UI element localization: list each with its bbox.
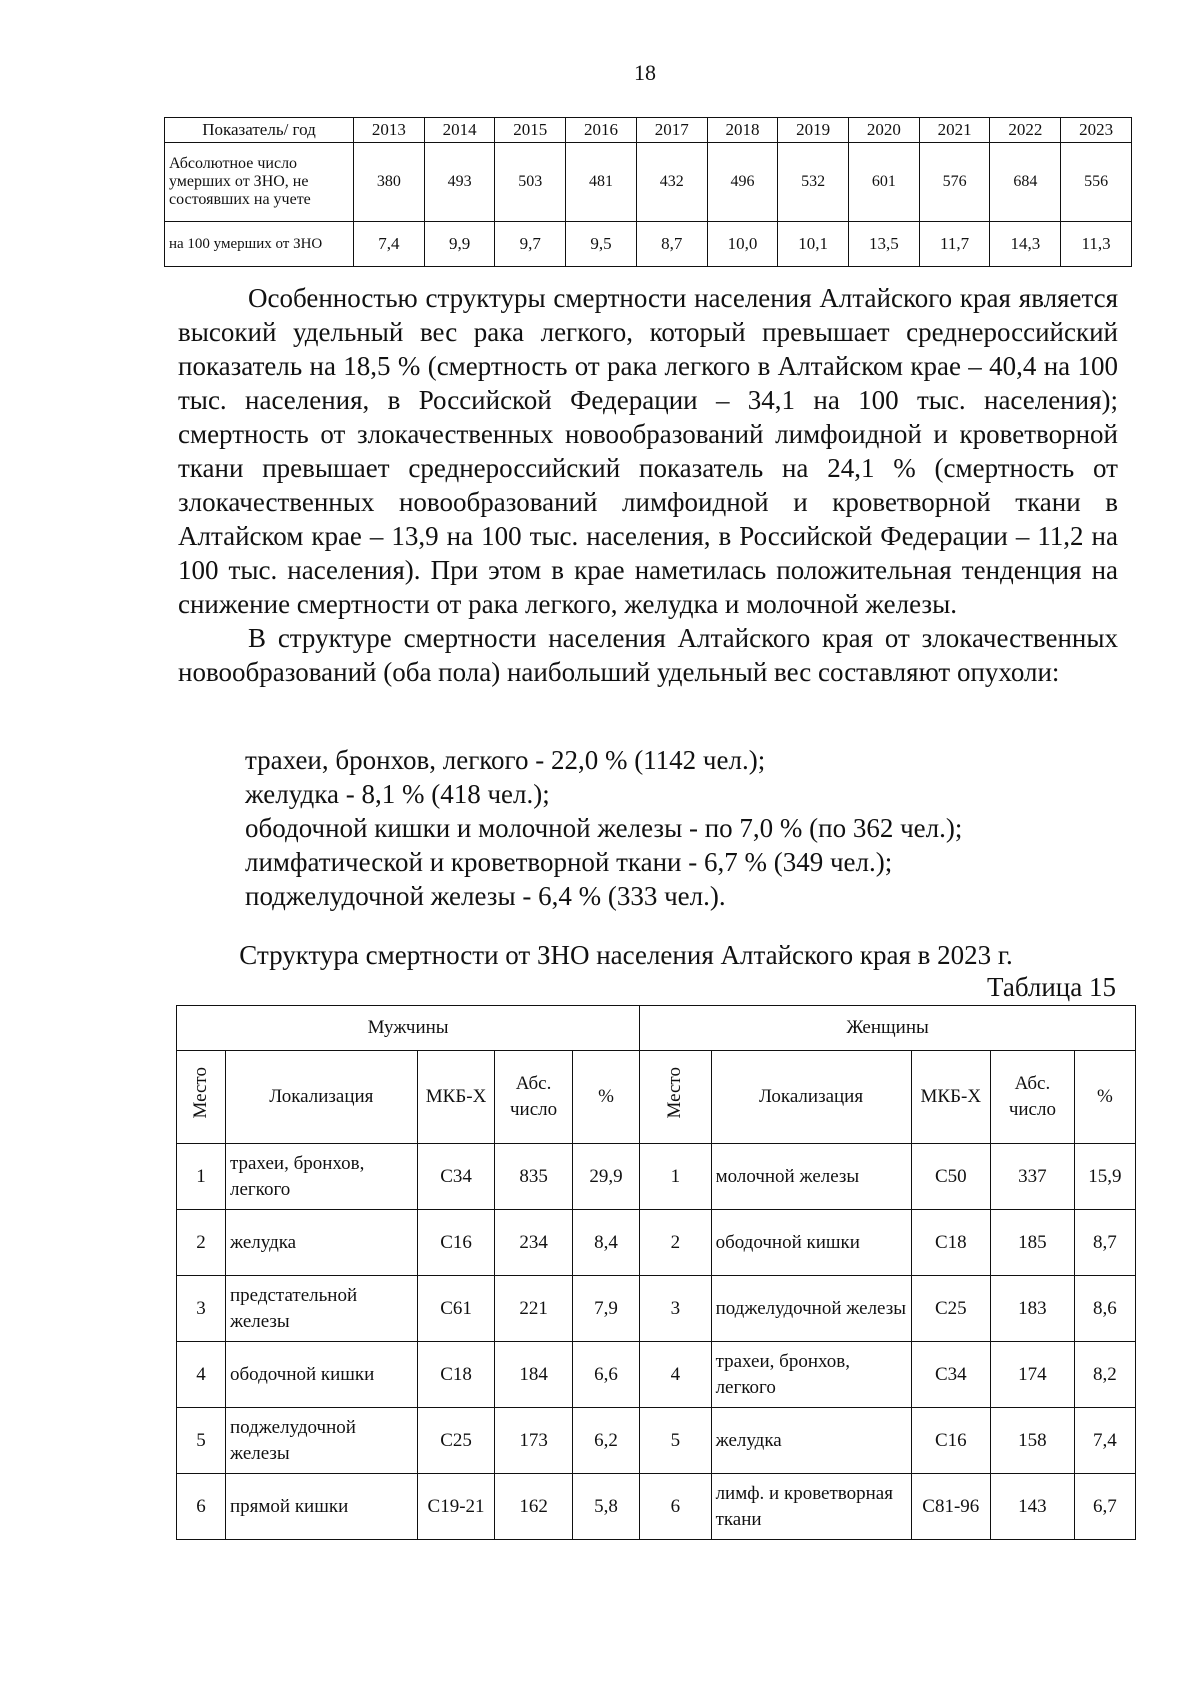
pct-cell: 15,9 xyxy=(1074,1144,1135,1210)
table-caption: Структура смертности от ЗНО населения Алтайского края в 2023 г. xyxy=(239,940,1013,970)
col-abs: Абс. число xyxy=(991,1051,1075,1144)
place-cell: 6 xyxy=(640,1474,711,1540)
pct-cell: 5,8 xyxy=(572,1474,639,1540)
pct-cell: 7,4 xyxy=(1074,1408,1135,1474)
place-cell: 4 xyxy=(177,1342,226,1408)
abs-cell: 337 xyxy=(991,1144,1075,1210)
col-place-label: Место xyxy=(664,1067,686,1119)
value-cell: 556 xyxy=(1061,143,1132,222)
table-row xyxy=(165,143,1132,222)
icd-cell: C19-21 xyxy=(417,1474,495,1540)
location-cell: поджелудочной железы xyxy=(711,1276,911,1342)
pct-cell: 8,7 xyxy=(1074,1210,1135,1276)
list-item: трахеи, бронхов, легкого - 22,0 % (1142 чел.); xyxy=(245,745,766,775)
icd-cell: C61 xyxy=(417,1276,495,1342)
location-cell: желудка xyxy=(711,1408,911,1474)
value-cell: 601 xyxy=(849,143,920,222)
list-item: желудка - 8,1 % (418 чел.); xyxy=(245,779,550,809)
abs-cell: 162 xyxy=(495,1474,573,1540)
col-place-label: Место xyxy=(189,1067,211,1119)
location-cell: молочной железы xyxy=(711,1144,911,1210)
table-row xyxy=(177,1144,1136,1210)
abs-cell: 183 xyxy=(991,1276,1075,1342)
place-cell: 1 xyxy=(640,1144,711,1210)
icd-cell: C50 xyxy=(911,1144,991,1210)
place-cell: 3 xyxy=(640,1276,711,1342)
year-cell: 2015 xyxy=(495,118,566,143)
header-label: Показатель/ год xyxy=(165,118,354,143)
abs-cell: 835 xyxy=(495,1144,573,1210)
place-cell: 6 xyxy=(177,1474,226,1540)
abs-cell: 184 xyxy=(495,1342,573,1408)
pct-cell: 6,2 xyxy=(572,1408,639,1474)
value-cell: 8,7 xyxy=(636,222,707,267)
page-number: 18 xyxy=(634,60,656,85)
col-abs: Абс. число xyxy=(495,1051,573,1144)
location-cell: ободочной кишки xyxy=(711,1210,911,1276)
abs-cell: 143 xyxy=(991,1474,1075,1540)
mortality-indicators-table xyxy=(164,117,1132,267)
icd-cell: C18 xyxy=(417,1342,495,1408)
value-cell: 10,1 xyxy=(778,222,849,267)
icd-cell: C34 xyxy=(911,1342,991,1408)
year-cell: 2021 xyxy=(919,118,990,143)
place-cell: 1 xyxy=(177,1144,226,1210)
list-item: ободочной кишки и молочной железы - по 7,0 % (по 362 чел.); xyxy=(245,813,963,843)
value-cell: 432 xyxy=(636,143,707,222)
table-header-row xyxy=(165,118,1132,143)
table-row xyxy=(165,222,1132,267)
location-cell: желудка xyxy=(225,1210,417,1276)
table-row xyxy=(177,1474,1136,1540)
location-cell: ободочной кишки xyxy=(225,1342,417,1408)
paragraph: В структуре смертности населения Алтайского края от злокачественных новообразований (оба пола) наибольший удельный вес составляют опухоли: xyxy=(178,623,1118,687)
women-header: Женщины xyxy=(640,1006,1136,1051)
column-header-row xyxy=(177,1051,1136,1144)
icd-cell: C16 xyxy=(417,1210,495,1276)
pct-cell: 6,7 xyxy=(1074,1474,1135,1540)
abs-cell: 173 xyxy=(495,1408,573,1474)
col-pct: % xyxy=(572,1051,639,1144)
place-cell: 2 xyxy=(640,1210,711,1276)
value-cell: 11,3 xyxy=(1061,222,1132,267)
row-label: Абсолютное число умерших от ЗНО, не состоявших на учете xyxy=(165,143,354,222)
value-cell: 576 xyxy=(919,143,990,222)
year-cell: 2022 xyxy=(990,118,1061,143)
table-row xyxy=(177,1210,1136,1276)
mortality-structure-table xyxy=(176,1005,1136,1540)
value-cell: 684 xyxy=(990,143,1061,222)
tumor-list xyxy=(245,743,962,913)
table-row xyxy=(177,1408,1136,1474)
pct-cell: 7,9 xyxy=(572,1276,639,1342)
abs-cell: 221 xyxy=(495,1276,573,1342)
year-cell: 2023 xyxy=(1061,118,1132,143)
list-item: лимфатической и кроветворной ткани - 6,7 % (349 чел.); xyxy=(245,847,893,877)
col-loc: Локализация xyxy=(711,1051,911,1144)
col-pct: % xyxy=(1074,1051,1135,1144)
value-cell: 380 xyxy=(354,143,425,222)
place-cell: 5 xyxy=(640,1408,711,1474)
year-cell: 2020 xyxy=(849,118,920,143)
location-cell: лимф. и кроветворная ткани xyxy=(711,1474,911,1540)
pct-cell: 6,6 xyxy=(572,1342,639,1408)
table-row xyxy=(177,1342,1136,1408)
place-cell: 4 xyxy=(640,1342,711,1408)
year-cell: 2016 xyxy=(566,118,637,143)
place-cell: 3 xyxy=(177,1276,226,1342)
value-cell: 14,3 xyxy=(990,222,1061,267)
group-header-row xyxy=(177,1006,1136,1051)
col-loc: Локализация xyxy=(225,1051,417,1144)
value-cell: 7,4 xyxy=(354,222,425,267)
year-cell: 2017 xyxy=(636,118,707,143)
value-cell: 481 xyxy=(566,143,637,222)
icd-cell: C81-96 xyxy=(911,1474,991,1540)
value-cell: 9,7 xyxy=(495,222,566,267)
location-cell: трахеи, бронхов, легкого xyxy=(225,1144,417,1210)
place-cell: 5 xyxy=(177,1408,226,1474)
icd-cell: C25 xyxy=(417,1408,495,1474)
value-cell: 11,7 xyxy=(919,222,990,267)
col-place xyxy=(177,1051,226,1144)
place-cell: 2 xyxy=(177,1210,226,1276)
location-cell: предстательной железы xyxy=(225,1276,417,1342)
value-cell: 9,9 xyxy=(424,222,495,267)
row-label: на 100 умерших от ЗНО xyxy=(165,222,354,267)
icd-cell: C18 xyxy=(911,1210,991,1276)
location-cell: поджелудочной железы xyxy=(225,1408,417,1474)
table-number: Таблица 15 xyxy=(987,972,1116,1002)
icd-cell: C34 xyxy=(417,1144,495,1210)
abs-cell: 234 xyxy=(495,1210,573,1276)
pct-cell: 8,2 xyxy=(1074,1342,1135,1408)
men-header: Мужчины xyxy=(177,1006,640,1051)
location-cell: трахеи, бронхов, легкого xyxy=(711,1342,911,1408)
icd-cell: C16 xyxy=(911,1408,991,1474)
col-place xyxy=(640,1051,711,1144)
location-cell: прямой кишки xyxy=(225,1474,417,1540)
value-cell: 532 xyxy=(778,143,849,222)
abs-cell: 185 xyxy=(991,1210,1075,1276)
icd-cell: C25 xyxy=(911,1276,991,1342)
value-cell: 9,5 xyxy=(566,222,637,267)
value-cell: 13,5 xyxy=(849,222,920,267)
pct-cell: 8,6 xyxy=(1074,1276,1135,1342)
value-cell: 493 xyxy=(424,143,495,222)
year-cell: 2014 xyxy=(424,118,495,143)
abs-cell: 174 xyxy=(991,1342,1075,1408)
year-cell: 2018 xyxy=(707,118,778,143)
col-icd: МКБ-Х xyxy=(417,1051,495,1144)
paragraph: Особенностью структуры смертности населения Алтайского края является высокий удельный вес рака легкого, который превышает среднероссийский показатель на 18,5 % (смертность от рака легкого в Алтайском крае – 40,4 на 100 тыс. населения, в Российской Федерации – 34,1 на 100 тыс. населения); смертность от злокачественных новообразований лимфоидной и кроветворной ткани превышает среднероссийский показатель на 24,1 % (смертность от злокачественных новообразований лимфоидной и кроветворной ткани в Алтайском крае – 13,9 на 100 тыс. населения, в Российской Федерации – 11,2 на 100 тыс. населения). При этом в крае наметилась положительная тенденция на снижение смертности от рака легкого, желудка и молочной железы. xyxy=(178,283,1118,619)
abs-cell: 158 xyxy=(991,1408,1075,1474)
year-cell: 2019 xyxy=(778,118,849,143)
value-cell: 496 xyxy=(707,143,778,222)
pct-cell: 29,9 xyxy=(572,1144,639,1210)
value-cell: 10,0 xyxy=(707,222,778,267)
year-cell: 2013 xyxy=(354,118,425,143)
table-row xyxy=(177,1276,1136,1342)
value-cell: 503 xyxy=(495,143,566,222)
list-item: поджелудочной железы - 6,4 % (333 чел.). xyxy=(245,881,726,911)
body-text xyxy=(178,281,1118,689)
pct-cell: 8,4 xyxy=(572,1210,639,1276)
col-icd: МКБ-Х xyxy=(911,1051,991,1144)
